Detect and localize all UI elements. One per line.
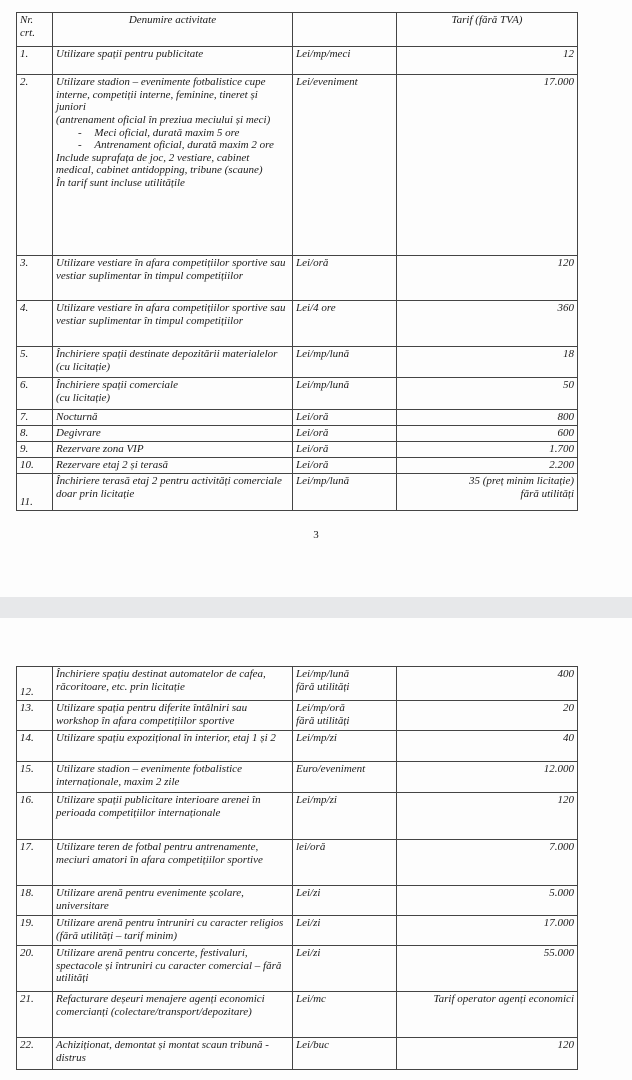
row-tariff: 5.000 [397, 886, 578, 916]
row-unit: Lei/mp/meci [293, 47, 397, 75]
row-tariff-block [397, 474, 578, 511]
row-tariff: 18 [397, 347, 578, 378]
row-tariff: 400 [397, 667, 578, 701]
row-tariff: 120 [397, 256, 578, 301]
row-nr: 9. [17, 442, 53, 458]
row-unit: Lei/oră [293, 426, 397, 442]
row-name: Achiziționat, demontat și montat scaun tribună - distrus [53, 1038, 293, 1070]
row-name: Utilizare stadion – evenimente fotbalistice cupe interne, competiții interne, feminine, tineret și juniori [56, 76, 266, 114]
row-name: Închiriere spații destinate depozitării materialelor (cu licitație) [53, 347, 293, 378]
table-row [17, 426, 578, 442]
row-unit-block [293, 667, 397, 701]
table-row [17, 731, 578, 762]
row-tariff: 7.000 [397, 840, 578, 886]
table-row [17, 840, 578, 886]
header-tariff: Tarif (fără TVA) [397, 13, 578, 47]
row-nr: 17. [17, 840, 53, 886]
sub-items-list [56, 127, 289, 152]
row-nr: 16. [17, 793, 53, 840]
row-nr: 6. [17, 378, 53, 410]
row-nr: 1. [17, 47, 53, 75]
table-row [17, 916, 578, 946]
row-tariff: 12.000 [397, 762, 578, 793]
row-name: Utilizare spația pentru diferite întâlniri sau workshop în afara competițiilor sportive [53, 701, 293, 731]
header-nr: Nr. crt. [17, 13, 53, 47]
row-unit: Lei/mp/lună [293, 347, 397, 378]
row-unit: Lei/zi [293, 946, 397, 992]
row-tariff: 17.000 [397, 75, 578, 256]
sub-item: - Meci oficial, durată maxim 5 ore [78, 127, 289, 140]
row-unit: lei/oră [293, 840, 397, 886]
row-tariff: 360 [397, 301, 578, 347]
page-separator [0, 597, 632, 618]
row-nr: 15. [17, 762, 53, 793]
table-row [17, 75, 578, 256]
row-nr: 13. [17, 701, 53, 731]
row-unit: Lei/mp/lună [296, 668, 350, 680]
row-name: Refacturare deșeuri menajere agenți economici comercianți (colectare/transport/depozitare) [53, 992, 293, 1038]
row-tariff: 55.000 [397, 946, 578, 992]
row-tariff: 40 [397, 731, 578, 762]
row-nr: 11. [17, 474, 53, 511]
row-tariff: 120 [397, 1038, 578, 1070]
row-nr: 7. [17, 410, 53, 426]
table-row [17, 378, 578, 410]
row-name: Utilizare vestiare în afara competițiilor sportive sau vestiar suplimentar în timpul competițiilor [53, 301, 293, 347]
row-nr: 2. [17, 75, 53, 256]
row-unit: Lei/4 ore [293, 301, 397, 347]
table-row [17, 992, 578, 1038]
row-tariff: 17.000 [397, 916, 578, 946]
row-nr: 14. [17, 731, 53, 762]
table-row [17, 410, 578, 426]
row-tariff: 12 [397, 47, 578, 75]
row-name: Utilizare stadion – evenimente fotbalistice internaționale, maxim 2 zile [53, 762, 293, 793]
table-row [17, 442, 578, 458]
row-unit: Lei/zi [293, 886, 397, 916]
row-name: Rezervare zona VIP [53, 442, 293, 458]
table-row [17, 667, 578, 701]
row-name: Rezervare etaj 2 și terasă [53, 458, 293, 474]
row-name-note: (antrenament oficial în preziua meciului și meci) [56, 113, 271, 126]
row-name: Utilizare teren de fotbal pentru antrenamente, meciuri amatori în afara competițiilor sportive [53, 840, 293, 886]
row-nr: 3. [17, 256, 53, 301]
row-unit: Lei/zi [293, 916, 397, 946]
table-row [17, 886, 578, 916]
row-name-utilities: În tarif sunt incluse utilitățile [56, 177, 185, 190]
row-unit: Lei/oră [293, 442, 397, 458]
table-header-row [17, 13, 578, 47]
row-unit: Lei/buc [293, 1038, 397, 1070]
row-unit-note: fără utilități [296, 680, 350, 693]
row-unit-note: fără utilități [296, 714, 350, 727]
table-row [17, 458, 578, 474]
row-tariff: 600 [397, 426, 578, 442]
table-row [17, 793, 578, 840]
table-row [17, 474, 578, 511]
row-name-note: (cu licitație) [56, 391, 111, 404]
row-name: Utilizare arenă pentru concerte, festivaluri, spectacole și întruniri cu caracter comercial – fără utilități [53, 946, 293, 992]
row-unit: Lei/oră [293, 410, 397, 426]
table-row [17, 762, 578, 793]
row-tariff: 800 [397, 410, 578, 426]
row-name: Utilizare arenă pentru evenimente școlare, universitare [53, 886, 293, 916]
row-nr: 19. [17, 916, 53, 946]
tariff-table-page-1 [16, 12, 578, 511]
row-name: Nocturnă [53, 410, 293, 426]
row-name: Închiriere terasă etaj 2 pentru activități comerciale doar prin licitație [53, 474, 293, 511]
row-tariff: 20 [397, 701, 578, 731]
row-name-includes: Include suprafața de joc, 2 vestiare, cabinet medical, cabinet antidopping, tribune (scaune) [56, 151, 263, 177]
row-unit: Lei/mp/oră [296, 702, 345, 714]
row-nr: 21. [17, 992, 53, 1038]
row-unit-block [293, 701, 397, 731]
table-row [17, 47, 578, 75]
document-page-2 [0, 618, 632, 1080]
row-unit: Lei/mc [293, 992, 397, 1038]
table-row [17, 347, 578, 378]
row-tariff: Tarif operator agenți economici [397, 992, 578, 1038]
row-tariff-note: fără utilități [520, 487, 574, 500]
tariff-table-page-2 [16, 666, 578, 1070]
row-unit: Lei/mp/zi [293, 793, 397, 840]
row-unit: Euro/eveniment [293, 762, 397, 793]
table-row [17, 946, 578, 992]
row-tariff: 2.200 [397, 458, 578, 474]
table-row [17, 1038, 578, 1070]
row-tariff: 1.700 [397, 442, 578, 458]
table-row [17, 701, 578, 731]
row-unit: Lei/mp/lună [293, 474, 397, 511]
row-unit: Lei/mp/lună [293, 378, 397, 410]
row-name-block [53, 378, 293, 410]
row-nr: 12. [17, 667, 53, 701]
row-nr: 4. [17, 301, 53, 347]
row-name: Închiriere spații comerciale [56, 379, 178, 391]
row-name-block [53, 75, 293, 256]
row-tariff: 50 [397, 378, 578, 410]
row-unit: Lei/oră [293, 256, 397, 301]
sub-item: - Antrenament oficial, durată maxim 2 ore [78, 139, 289, 152]
row-unit: Lei/oră [293, 458, 397, 474]
row-nr: 10. [17, 458, 53, 474]
row-nr: 8. [17, 426, 53, 442]
row-tariff: 35 (preț minim licitație) [469, 475, 574, 487]
row-name: Utilizare spațiu expozițional în interior, etaj 1 și 2 [53, 731, 293, 762]
row-unit: Lei/eveniment [293, 75, 397, 256]
row-name: Utilizare spații publicitare interioare arenei în perioada competițiilor internaționale [53, 793, 293, 840]
table-row [17, 301, 578, 347]
row-name: Utilizare arenă pentru întruniri cu caracter religios (fără utilități – tarif minim) [53, 916, 293, 946]
row-name: Degivrare [53, 426, 293, 442]
page-number: 3 [313, 529, 319, 541]
row-nr: 22. [17, 1038, 53, 1070]
row-name: Închiriere spațiu destinat automatelor de cafea, răcoritoare, etc. prin licitație [53, 667, 293, 701]
row-name: Utilizare spații pentru publicitate [53, 47, 293, 75]
row-name: Utilizare vestiare în afara competițiilor sportive sau vestiar suplimentar în timpul competițiilor [53, 256, 293, 301]
row-nr: 20. [17, 946, 53, 992]
row-nr: 18. [17, 886, 53, 916]
row-tariff: 120 [397, 793, 578, 840]
header-name: Denumire activitate [53, 13, 293, 47]
table-row [17, 256, 578, 301]
row-unit: Lei/mp/zi [293, 731, 397, 762]
header-unit [293, 13, 397, 47]
row-nr: 5. [17, 347, 53, 378]
